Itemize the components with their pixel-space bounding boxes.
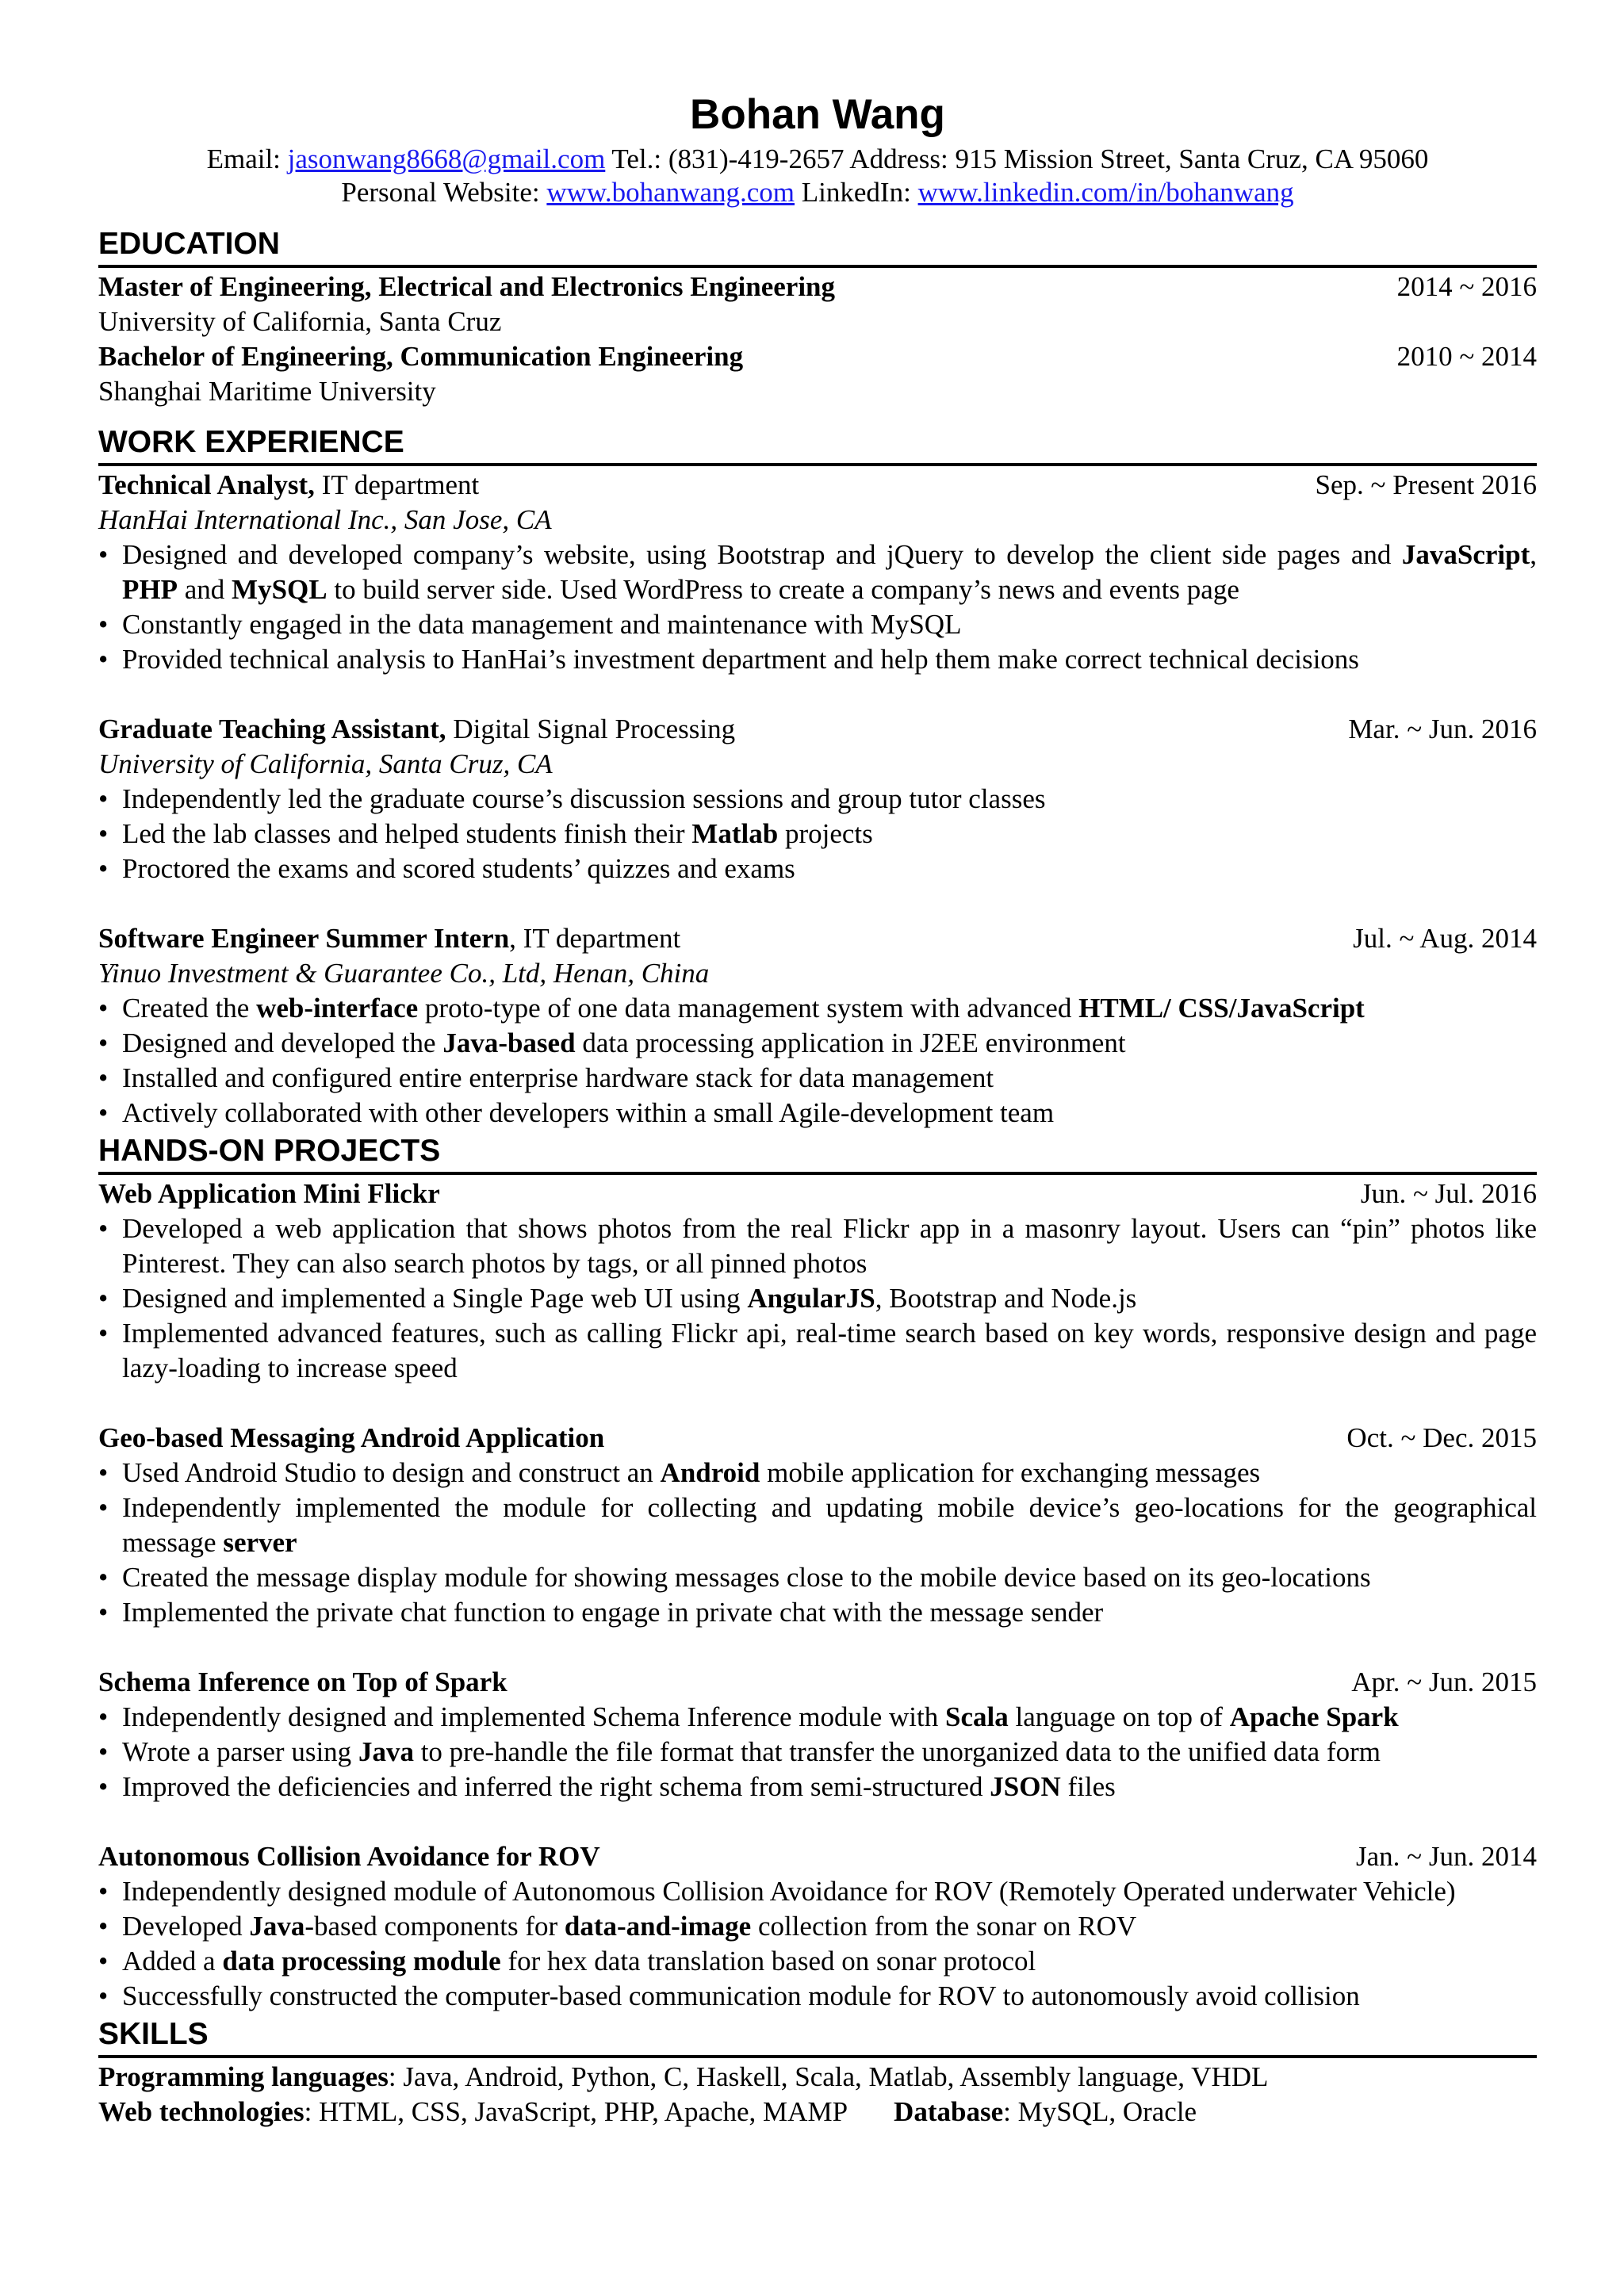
bullet-item [98,1735,1537,1770]
bullet-dot-icon: • [98,1980,109,2011]
bullet-list [98,1874,1537,2014]
bullet-item [98,1909,1537,1944]
bullet-dot-icon: • [98,818,109,849]
bullet-dot-icon: • [98,1097,109,1128]
website-label: Personal Website: [341,177,547,208]
contact-line [98,143,1537,176]
bullet-item [98,1211,1537,1281]
bullet-text: Independently implemented the module for collecting and updating mobile device’s geo-locations for the geographical message [122,1492,1537,1558]
project-name: Schema Inference on Top of Spark [98,1667,508,1697]
address-label: Address: [844,144,956,174]
school-name: University of California, Santa Cruz [98,306,502,337]
project-date: Apr. ~ Jun. 2015 [1351,1667,1537,1697]
bullet-dot-icon: • [98,1492,109,1523]
job-header [98,468,1537,503]
bullet-item [98,607,1537,642]
bullet-text: and [177,574,232,605]
bullet-list [98,991,1537,1131]
bullet-dot-icon: • [98,1062,109,1093]
bullet-dot-icon: • [98,539,109,570]
bullet-item [98,1490,1537,1560]
bullet-text: Designed and developed the [122,1027,443,1058]
bullet-text: -based components for [304,1911,565,1942]
education-item [98,270,1537,304]
programming-label: Programming languages [98,2061,389,2092]
job-role: Software Engineer Summer Intern [98,923,510,954]
bullet-text: language on top of [1008,1701,1230,1732]
project-header [98,1177,1537,1211]
bullet-keyword: JSON [990,1771,1061,1802]
bullet-text: Installed and configured entire enterprise hardware stack for data management [122,1062,994,1093]
skills-heading: SKILLS [98,2015,1537,2058]
database-label: Database [894,2096,1004,2127]
job-header [98,921,1537,956]
entry-spacer [98,1386,1537,1421]
job-title-line [98,712,1348,747]
job-organization: Yinuo Investment & Guarantee Co., Ltd, Henan, China [98,958,710,989]
bullet-text: for hex data translation based on sonar protocol [500,1946,1036,1976]
bullet-item [98,538,1537,607]
bullet-dot-icon: • [98,1027,109,1058]
bullet-item [98,1061,1537,1096]
bullet-text: Independently designed and implemented Schema Inference module with [122,1701,945,1732]
links-line [98,176,1537,209]
job-date: Sep. ~ Present 2016 [1315,469,1537,500]
bullet-list [98,538,1537,677]
degree-title: Bachelor of Engineering, Communication Engineering [98,341,744,372]
bullet-text: Independently led the graduate course’s discussion sessions and group tutor classes [122,783,1046,814]
bullet-keyword: Scala [945,1701,1009,1732]
project-date: Jun. ~ Jul. 2016 [1360,1178,1537,1209]
bullet-dot-icon: • [98,1457,109,1488]
bullet-keyword: Matlab [691,818,779,849]
bullet-item [98,1026,1537,1061]
bullet-keyword: web-interface [256,993,419,1024]
bullet-dot-icon: • [98,1946,109,1976]
bullet-text: , [1530,539,1537,570]
bullet-keyword: Java-based [442,1027,576,1058]
job-department: Digital Signal Processing [446,714,736,744]
bullet-item [98,782,1537,817]
candidate-name: Bohan Wang [690,91,945,138]
bullet-item [98,1560,1537,1595]
bullet-item [98,1874,1537,1909]
bullet-text: Improved the deficiencies and inferred the right schema from semi-structured [122,1771,990,1802]
job-header [98,712,1537,747]
degree-title: Master of Engineering, Electrical and Electronics Engineering [98,271,836,302]
project-header [98,1839,1537,1874]
bullet-keyword: Apache Spark [1229,1701,1399,1732]
job-department: IT department [314,469,480,500]
bullet-text: files [1060,1771,1116,1802]
projects-section [98,1177,1537,2014]
programming-value: : Java, Android, Python, C, Haskell, Scala, Matlab, Assembly language, VHDL [388,2061,1269,2092]
bullet-text: to build server side. Used WordPress to create a company’s news and events page [327,574,1239,605]
bullet-dot-icon: • [98,1911,109,1942]
bullet-text: projects [778,818,873,849]
job-date: Mar. ~ Jun. 2016 [1348,714,1537,744]
bullet-list [98,1456,1537,1630]
bullet-item [98,1979,1537,2014]
bullet-text: Proctored the exams and scored students’ quizzes and exams [122,853,795,884]
bullet-text: Developed [122,1911,250,1942]
bullet-text: Implemented the private chat function to engage in private chat with the message sender [122,1597,1104,1628]
web-db-skills-line [98,2095,1537,2130]
bullet-item [98,1595,1537,1630]
bullet-keyword: data-and-image [564,1911,752,1942]
job-title-line [98,921,1353,956]
bullet-item [98,642,1537,677]
bullet-keyword: server [223,1527,297,1558]
bullet-dot-icon: • [98,1318,109,1349]
bullet-text: Designed and developed company’s website, using Bootstrap and jQuery to develop the client side pages and [122,539,1402,570]
bullet-dot-icon: • [98,609,109,640]
bullet-dot-icon: • [98,644,109,675]
project-name: Geo-based Messaging Android Application [98,1422,605,1453]
degree-date: 2014 ~ 2016 [1396,271,1537,302]
bullet-text: to pre-handle the file format that transfer the unorganized data to the unified data form [413,1736,1381,1767]
bullet-dot-icon: • [98,1213,109,1244]
job-title-line [98,468,1316,503]
project-name: Autonomous Collision Avoidance for ROV [98,1841,600,1872]
website-link[interactable]: www.bohanwang.com [546,177,795,208]
bullet-list [98,782,1537,886]
bullet-text: Led the lab classes and helped students finish their [122,818,692,849]
projects-heading: HANDS-ON PROJECTS [98,1132,1537,1175]
bullet-dot-icon: • [98,853,109,884]
bullet-keyword: MySQL [232,574,327,605]
bullet-item [98,991,1537,1026]
education-heading: EDUCATION [98,225,1537,268]
bullet-text: mobile application for exchanging messages [760,1457,1261,1488]
programming-skills-line [98,2060,1537,2095]
bullet-keyword: Android [660,1457,760,1488]
work-heading: WORK EXPERIENCE [98,423,1537,466]
bullet-item [98,1316,1537,1386]
education-item [98,339,1537,374]
bullet-text: Created the [122,993,257,1024]
bullet-item [98,817,1537,851]
project-date: Jan. ~ Jun. 2014 [1356,1841,1537,1872]
bullet-item [98,1770,1537,1804]
bullet-text: Developed a web application that shows photos from the real Flickr app in a masonry layout. Users can “pin” photos like Pinterest. They can also search photos by tags, or all pinned photos [122,1213,1537,1279]
bullet-keyword: JavaScript [1401,539,1530,570]
bullet-item [98,1096,1537,1131]
email-link[interactable]: jasonwang8668@gmail.com [287,144,606,174]
project-header [98,1665,1537,1700]
entry-spacer [98,886,1537,921]
entry-spacer [98,1630,1537,1665]
project-date: Oct. ~ Dec. 2015 [1346,1422,1537,1453]
tel-label: Tel.: [605,144,668,174]
database-value: : MySQL, Oracle [1003,2096,1197,2127]
bullet-dot-icon: • [98,1562,109,1593]
bullet-dot-icon: • [98,1771,109,1802]
job-role: Technical Analyst, [98,469,315,500]
bullet-keyword: Java [358,1736,414,1767]
project-header [98,1421,1537,1456]
bullet-dot-icon: • [98,1597,109,1628]
bullet-dot-icon: • [98,1283,109,1314]
bullet-text: Actively collaborated with other developers within a small Agile-development team [122,1097,1055,1128]
school-name: Shanghai Maritime University [98,376,436,407]
bullet-text: Successfully constructed the computer-based communication module for ROV to autonomously avoid collision [122,1980,1360,2011]
bullet-text: Independently designed module of Autonomous Collision Avoidance for ROV (Remotely Operated underwater Vehicle) [122,1876,1456,1907]
bullet-keyword: PHP [122,574,178,605]
job-role: Graduate Teaching Assistant, [98,714,446,744]
bullet-list [98,1700,1537,1804]
bullet-item [98,851,1537,886]
bullet-item [98,1281,1537,1316]
bullet-text: Wrote a parser using [122,1736,358,1767]
job-organization: University of California, Santa Cruz, CA [98,748,553,779]
skills-section [98,2060,1537,2130]
bullet-dot-icon: • [98,1736,109,1767]
bullet-text: Created the message display module for showing messages close to the mobile device based on its geo-locations [122,1562,1371,1593]
tel-value: (831)-419-2657 [668,144,845,174]
bullet-keyword: Java [249,1911,305,1942]
bullet-dot-icon: • [98,1876,109,1907]
bullet-keyword: AngularJS [747,1283,875,1314]
bullet-text: Provided technical analysis to HanHai’s investment department and help them make correct technical decisions [122,644,1359,675]
bullet-keyword: data processing module [222,1946,501,1976]
bullet-text: data processing application in J2EE environment [575,1027,1126,1058]
email-label: Email: [206,144,288,174]
bullet-text: proto-type of one data management system with advanced [418,993,1079,1024]
bullet-keyword: HTML/ CSS/JavaScript [1078,993,1365,1024]
entry-spacer [98,1804,1537,1839]
bullet-item [98,1456,1537,1490]
entry-spacer [98,677,1537,712]
bullet-item [98,1700,1537,1735]
bullet-text: Constantly engaged in the data management and maintenance with MySQL [122,609,962,640]
bullet-list [98,1211,1537,1386]
job-date: Jul. ~ Aug. 2014 [1353,923,1537,954]
bullet-text: , Bootstrap and Node.js [875,1283,1137,1314]
web-value: : HTML, CSS, JavaScript, PHP, Apache, MAMP [304,2096,848,2127]
bullet-text: collection from the sonar on ROV [751,1911,1137,1942]
bullet-dot-icon: • [98,1701,109,1732]
job-organization: HanHai International Inc., San Jose, CA [98,504,552,535]
bullet-dot-icon: • [98,993,109,1024]
bullet-text: Added a [122,1946,223,1976]
job-department: , IT department [509,923,681,954]
work-section [98,468,1537,1131]
education-section [98,270,1537,409]
linkedin-label: LinkedIn: [795,177,918,208]
bullet-text: Implemented advanced features, such as calling Flickr api, real-time search based on key words, responsive design and page lazy-loading to increase speed [122,1318,1537,1383]
bullet-text: Designed and implemented a Single Page web UI using [122,1283,748,1314]
bullet-text: Used Android Studio to design and construct an [122,1457,661,1488]
bullet-dot-icon: • [98,783,109,814]
bullet-item [98,1944,1537,1979]
degree-date: 2010 ~ 2014 [1396,341,1537,372]
web-label: Web technologies [98,2096,304,2127]
project-name: Web Application Mini Flickr [98,1178,440,1209]
linkedin-link[interactable]: www.linkedin.com/in/bohanwang [917,177,1294,208]
address-value: 915 Mission Street, Santa Cruz, CA 95060 [955,144,1429,174]
